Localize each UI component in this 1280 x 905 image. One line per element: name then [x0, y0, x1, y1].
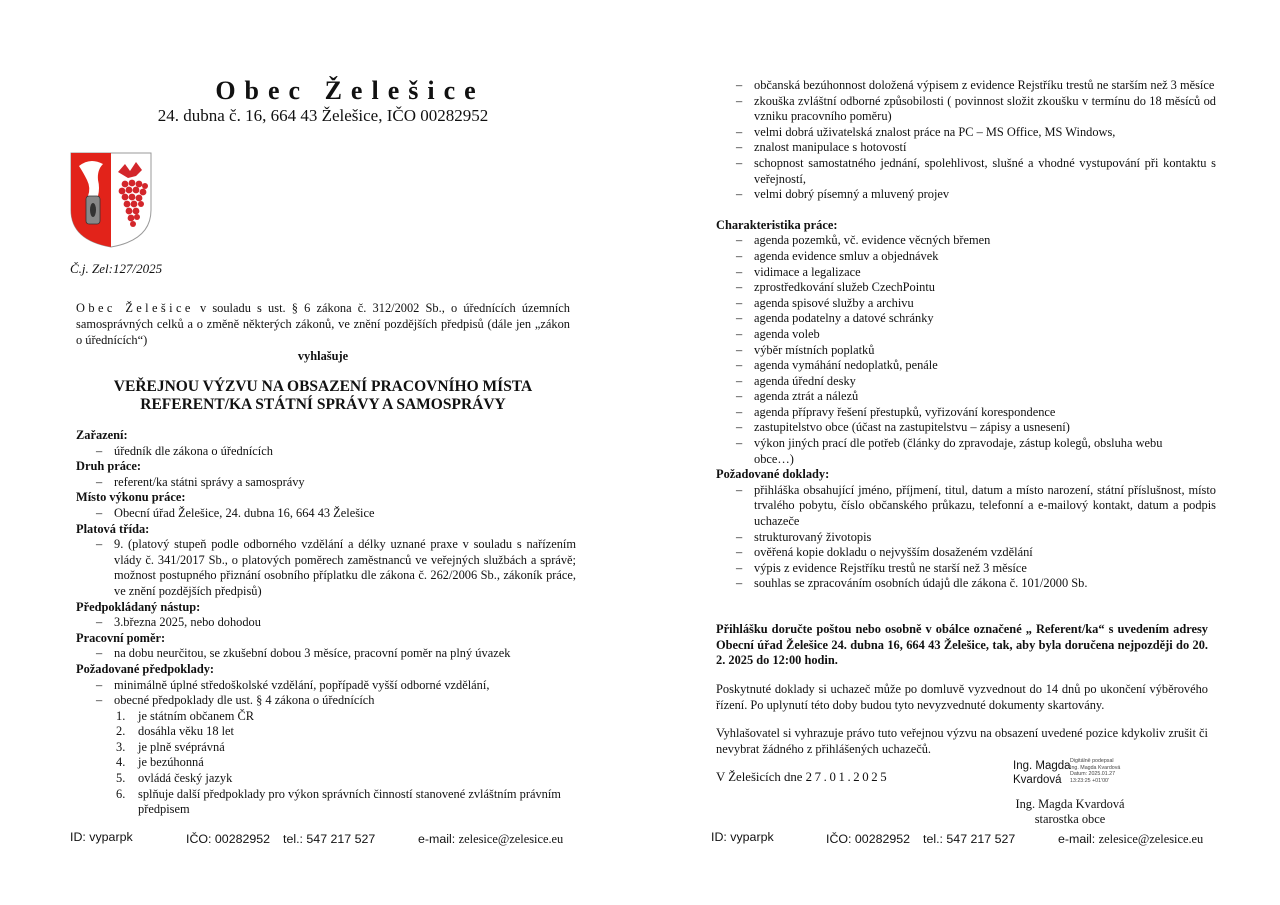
footer-ico: IČO: 00282952 — [186, 832, 271, 846]
item-text: ovládá český jazyk — [138, 771, 233, 786]
list-item: – 9. (platový stupeň podle odborného vzdělání a délky uznané praxe v souladu s nařízením vlády č. 341/2017 Sb., o platových poměrech zaměstnanců ve veřejných službách a správě; možnost postupného přiznání osobního příplatku dle zákona č. 262/2006 Sb., zákoník práce, ve znění pozdějších předpisů) — [96, 537, 576, 598]
item-number: 4. — [116, 755, 126, 770]
list-item: – agenda podatelny a datové schránky — [736, 311, 934, 326]
email-link[interactable]: zelesice@zelesice.eu — [458, 832, 564, 846]
signature-name-line-2: Kvardová — [1013, 774, 1062, 786]
item-text: je plně svéprávná — [138, 739, 225, 754]
list-item: – výpis z evidence Rejstříku trestů ne starší než 3 měsíce — [736, 560, 1027, 575]
footer-email — [418, 832, 563, 847]
footer-email — [1058, 832, 1203, 847]
list-item: – agenda pozemků, vč. evidence věcných břemen — [736, 233, 991, 248]
list-item-text: zastupitelstvo obce (účast na zastupitelstvu – zápisy a usnesení) — [754, 420, 1070, 435]
list-item-text: 9. (platový stupeň podle odborného vzdělání a délky uznané praxe v souladu s nařízením vlády č. 341/2017 Sb., o platových poměrech zaměstnanců ve veřejných službách a správě; možnost postupného přiznání osobního příplatku dle zákona č. 262/2006 Sb., zákoník práce, ve znění pozdějších předpisů) — [114, 537, 576, 598]
list-item-text: velmi dobrý písemný a mluvený projev — [754, 187, 950, 202]
list-item-text: schopnost samostatného jednání, spolehlivost, slušné a vhodné vystupování při kontaktu s veřejností, — [754, 155, 1216, 186]
footer-id: ID: vyparpk — [711, 830, 774, 844]
list-item: – obecné předpoklady dle ust. § 4 zákona o úřednících — [96, 693, 375, 708]
municipality-title: Obec Želešice — [215, 76, 485, 105]
requirements-continued — [716, 78, 1216, 592]
documents-return-note: Poskytnuté doklady si uchazeč může po domluvě vyzvednout do 14 dnů po ukončení výběrového řízení. Po uplynutí této doby budou tyto nevyzvednuté dokumenty skartovány. — [716, 682, 1208, 712]
digital-signature — [1013, 756, 1143, 792]
municipality-address: 24. dubna č. 16, 664 43 Želešice, IČO 00282952 — [157, 106, 489, 125]
list-item-text: výkon jiných prací dle potřeb (články do zpravodaje, zástup kolegů, obsluha webu obce…) — [754, 436, 1163, 466]
list-item-text: vidimace a legalizace — [754, 264, 861, 279]
section-title: Platová třída: — [76, 521, 150, 536]
list-item-text: agenda úřední desky — [754, 373, 856, 388]
list-item: – agenda úřední desky — [736, 373, 856, 388]
item-number: 5. — [116, 771, 126, 786]
numbered-item — [76, 740, 576, 756]
list-item: – agenda přípravy řešení přestupků, vyřizování korespondence — [736, 404, 1056, 419]
section-title: Požadované předpoklady: — [76, 661, 215, 676]
list-item-text: souhlas se zpracováním osobních údajů dle zákona č. 101/2000 Sb. — [754, 576, 1088, 591]
signer-role: starostka obce — [1034, 812, 1106, 826]
list-item-text: agenda evidence smluv a objednávek — [754, 248, 939, 263]
list-item: – strukturovaný životopis — [736, 529, 872, 544]
list-item-text: zprostředkování služeb CzechPointu — [754, 280, 935, 295]
footer-id: ID: vyparpk — [70, 830, 133, 844]
list-item: – agenda voleb — [736, 326, 820, 341]
signature-meta-line: 13:23:25 +01'00' — [1070, 777, 1109, 784]
declares-label: vyhlašuje — [297, 349, 349, 363]
numbered-item — [76, 724, 576, 740]
list-item-text: agenda voleb — [754, 326, 820, 341]
signature-meta-line: Datum: 2025.01.27 — [1070, 771, 1116, 778]
list-item-text: ověřená kopie dokladu o nejvyšším dosaženém vzdělání — [754, 545, 1033, 560]
item-text: splňuje další předpoklady pro výkon správních činností stanovené zvláštním právním předpisem — [138, 786, 561, 817]
list-item-text: občanská bezúhonnost doložená výpisem z evidence Rejstříku trestů ne starším než 3 měsíce — [754, 78, 1215, 92]
item-number: 2. — [116, 724, 126, 739]
list-item-text: agenda spisové služby a archivu — [754, 295, 914, 310]
list-item-text: úředník dle zákona o úřednících — [114, 443, 273, 458]
submission-instructions: Přihlášku doručte poštou nebo osobně v obálce označené „ Referent/ka“ s uvedením adresy Obecní úřad Želešice 24. dubna 16, 664 43 Želešice, tak, aby byla doručena nejpozději do 20. 2. 2025 do 12:00 hodin. — [716, 622, 1208, 668]
list-item-text: strukturovaný životopis — [754, 529, 872, 544]
item-number: 6. — [116, 786, 126, 801]
list-item: – úředník dle zákona o úřednících — [96, 443, 273, 458]
intro-subject: Obec Želešice — [76, 301, 194, 315]
section-title: Místo výkonu práce: — [76, 490, 186, 505]
email-link[interactable]: zelesice@zelesice.eu — [1098, 832, 1204, 846]
list-item-text: obecné předpoklady dle ust. § 4 zákona o úřednících — [114, 693, 375, 708]
signer-name: Ing. Magda Kvardová — [1015, 797, 1125, 811]
section-title: Druh práce: — [76, 459, 142, 474]
list-item: – výkon jiných prací dle potřeb (články do zpravodaje, zástup kolegů, obsluha webu obce…) — [736, 436, 1163, 466]
list-item-text: výběr místních poplatků — [754, 342, 875, 357]
item-number: 3. — [116, 739, 126, 754]
list-item: – agenda spisové služby a archivu — [736, 295, 914, 310]
signature-meta-line: Ing. Magda Kvardová — [1070, 764, 1121, 771]
list-item: – přihláška obsahující jméno, příjmení, titul, datum a místo narození, státní příslušnost, místo trvalého pobytu, číslo občanského průkazu, telefonní a e-mailový kontakt, datum a podpis uchazeče — [736, 482, 1216, 529]
list-item-text: agenda přípravy řešení přestupků, vyřizování korespondence — [754, 404, 1056, 419]
section-title: Pracovní poměr: — [76, 630, 166, 645]
numbered-item — [76, 787, 576, 818]
document-heading — [76, 378, 570, 414]
list-item-text: agenda pozemků, vč. evidence věcných břemen — [754, 233, 991, 248]
numbered-item — [76, 771, 576, 787]
signature-metadata — [1070, 758, 1120, 784]
list-item: – na dobu neurčitou, se zkušební dobou 3 měsíce, pracovní poměr na plný úvazek — [96, 646, 511, 661]
footer-tel: tel.: 547 217 527 — [923, 832, 1016, 846]
list-item: – agenda evidence smluv a objednávek — [736, 248, 939, 263]
list-item: – zastupitelstvo obce (účast na zastupitelstvu – zápisy a usnesení) — [736, 420, 1070, 435]
numbered-item — [76, 755, 576, 771]
signature-name-line-1: Ing. Magda — [1013, 760, 1071, 772]
item-number: 1. — [116, 708, 126, 723]
item-text: je státním občanem ČR — [138, 708, 254, 723]
reference-number: Č.j. Zel:127/2025 — [70, 261, 163, 276]
list-item: – vidimace a legalizace — [736, 264, 861, 279]
list-item: – agenda vymáhání nedoplatků, penále — [736, 358, 938, 373]
list-item-text: agenda ztrát a nálezů — [754, 389, 859, 404]
intro-paragraph — [76, 300, 570, 364]
section-title: Zařazení: — [76, 428, 128, 442]
item-text: dosáhla věku 18 let — [138, 724, 235, 739]
list-item: – referent/ka státni správy a samosprávy — [96, 474, 305, 489]
list-item: – zkouška zvláštní odborné způsobilosti ( povinnost složit zkoušku v termínu do 18 měsíců od vzniku pracovního poměru) — [736, 93, 1216, 124]
list-item: – agenda ztrát a nálezů — [736, 389, 859, 404]
list-item: – velmi dobrý písemný a mluvený projev — [736, 187, 950, 202]
list-item-text: agenda podatelny a datové schránky — [754, 311, 934, 326]
section-title: Předpokládaný nástup: — [76, 599, 201, 614]
reservation-note: Vyhlašovatel si vyhrazuje právo tuto veřejnou výzvu na obsazení uvedené pozice kdykoliv zrušit či nevybrat žádného z přihlášených uchazečů. — [716, 726, 1208, 756]
heading-line-1: VEŘEJNOU VÝZVU NA OBSAZENÍ PRACOVNÍHO MÍSTA — [113, 378, 533, 395]
list-item: – velmi dobrá uživatelská znalost práce na PC – MS Office, MS Windows, — [736, 124, 1116, 139]
list-item: – souhlas se zpracováním osobních údajů dle zákona č. 101/2000 Sb. — [736, 576, 1088, 591]
list-item: – 3.března 2025, nebo dohodou — [96, 615, 261, 630]
section-title: Požadované doklady: — [716, 467, 830, 482]
list-item-text: přihláška obsahující jméno, příjmení, titul, datum a místo narození, státní příslušnost, místo trvalého pobytu, číslo občanského průkazu, telefonní a e-mailový kontakt, datum a podpis uchazeče — [754, 482, 1216, 529]
place-label: V Želešicích dne — [716, 770, 803, 784]
footer-tel: tel.: 547 217 527 — [283, 832, 376, 846]
list-item-text: na dobu neurčitou, se zkušební dobou 3 měsíce, pracovní poměr na plný úvazek — [114, 646, 511, 661]
signature-name — [1013, 759, 1071, 787]
list-item-text: agenda vymáhání nedoplatků, penále — [754, 358, 938, 373]
list-item: – Obecní úřad Želešice, 24. dubna 16, 664 43 Želešice — [96, 505, 375, 520]
list-item-text: 3.března 2025, nebo dohodou — [114, 615, 261, 630]
list-item-text: referent/ka státni správy a samosprávy — [114, 474, 305, 489]
list-item: – občanská bezúhonnost doložená výpisem z evidence Rejstříku trestů ne starším než 3 měsíce — [736, 78, 1215, 92]
list-item: – minimálně úplné středoškolské vzdělání, popřípadě vyšší odborné vzdělání, — [96, 677, 490, 692]
list-item-text: Obecní úřad Želešice, 24. dubna 16, 664 43 Želešice — [114, 505, 375, 520]
coat-of-arms-icon — [70, 152, 152, 248]
job-details — [76, 428, 576, 818]
item-text: je bezúhonná — [138, 755, 204, 770]
list-item-text: znalost manipulace s hotovostí — [754, 140, 907, 155]
list-item-text: výpis z evidence Rejstříku trestů ne starší než 3 měsíce — [754, 560, 1027, 575]
list-item: – schopnost samostatného jednání, spolehlivost, slušné a vhodné vystupování při kontaktu s veřejností, — [736, 155, 1216, 186]
intro-text: v souladu s ust. § 6 zákona č. 312/2002 Sb., o úřednících územních samosprávných celků a o změně některých zákonů, ve znění pozdějších předpisů (dále jen „zákon o úřednících“) — [76, 301, 570, 347]
footer-ico: IČO: 00282952 — [826, 832, 911, 846]
date-value: 27.01.2025 — [805, 770, 890, 784]
numbered-item — [76, 709, 576, 725]
list-item: – ověřená kopie dokladu o nejvyšším dosaženém vzdělání — [736, 545, 1033, 560]
list-item-text: minimálně úplné středoškolské vzdělání, popřípadě vyšší odborné vzdělání, — [114, 677, 490, 692]
email-label: e-mail: — [418, 832, 456, 846]
email-label: e-mail: — [1058, 832, 1096, 846]
list-item: – výběr místních poplatků — [736, 342, 875, 357]
heading-line-2: REFERENT/KA STÁTNÍ SPRÁVY A SAMOSPRÁVY — [140, 396, 506, 413]
section-title: Charakteristika práce: — [716, 217, 838, 232]
signature-meta-line: Digitálně podepsal — [1070, 758, 1114, 764]
list-item-text: zkouška zvláštní odborné způsobilosti ( povinnost složit zkoušku v termínu do 18 měsíců od vzniku pracovního poměru) — [754, 93, 1216, 124]
list-item-text: velmi dobrá uživatelská znalost práce na PC – MS Office, MS Windows, — [754, 124, 1116, 139]
list-item: – znalost manipulace s hotovostí — [736, 140, 907, 155]
list-item: – zprostředkování služeb CzechPointu — [736, 280, 935, 295]
signer-block — [1006, 797, 1134, 827]
